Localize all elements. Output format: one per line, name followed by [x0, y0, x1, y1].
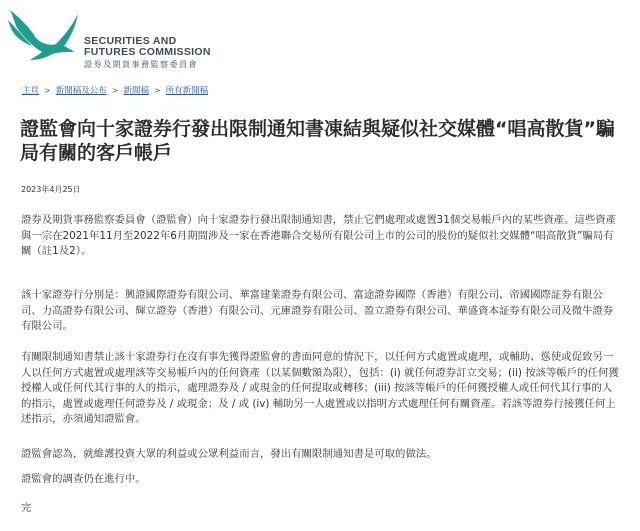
breadcrumb: [22, 84, 208, 96]
eagle-logo-icon: [6, 6, 86, 66]
article-paragraph: 該十家證券行分別是：興證國際證券有限公司、華富建業證券有限公司、富途證券國際（香港）有限公司、帝國國際証券有限公司、力高證券有限公司、輝立證券（香港）有限公司、元庫證券有限公司、盈立證券有限公司、華盛資本証券有限公司及微牛證券有限公司。: [21, 289, 614, 333]
breadcrumb-separator: >: [44, 85, 51, 95]
article-paragraph: 證券及期貨事務監察委員會（證監會）向十家證券行發出限制通知書，禁止它們處理或處置31個交易帳戶內的某些資產。這些資產與一宗在2021年11月至2022年6月期間涉及一家在香港聯合交易所有限公司上市的公司的股份的疑似社交媒體“唱高散貨”騙局有關（註1及2）。: [21, 214, 617, 258]
logo-title-line1: SECURITIES AND: [84, 35, 177, 47]
breadcrumb-all-press-releases[interactable]: 所有新聞稿: [165, 86, 209, 96]
breadcrumb-separator: >: [153, 85, 161, 95]
sfc-logo[interactable]: [6, 6, 246, 68]
breadcrumb-separator: >: [111, 85, 119, 95]
breadcrumb-home[interactable]: 主頁: [22, 86, 40, 96]
breadcrumb-news-and-announcements[interactable]: 新聞稿及公布: [55, 86, 107, 96]
article-paragraph: 證監會認為，就維護投資大眾的利益或公眾利益而言，發出有關限制通知書是可取的做法。: [21, 448, 437, 460]
article-paragraph: 有關限制通知書禁止該十家證券行在沒有事先獲得證監會的書面同意的情況下，以任何方式處置或處理，或輔助、慫使或促致另一人以任何方式處置或處理該等交易帳戶內的任何資產（以某個數額為限），包括：(i) 就任何證券訂立交易；(ii) 按該等帳戶的任何獲授權人或任何代其行事的人的指示，處理證券及 / 或現金的任何提取或轉移；(iii) 按該等帳戶的任何獲授權人或任何代其行事的人的指示，處置或處理任何證券及 / 或現金；及 / 或 (iv) 輔助另一人處置或以指明方式處理任何有關資產。若該等證券行接獲任何上述指示，亦須通知證監會。: [21, 351, 619, 426]
logo-title-line2: FUTURES COMMISSION: [84, 46, 211, 58]
breadcrumb-press-releases[interactable]: 新聞稿: [123, 86, 149, 96]
logo-title-chinese: 證券及期貨事務監察委員會: [84, 60, 198, 69]
page-title: 證監會向十家證券行發出限制通知書凍結與疑似社交媒體“唱高散貨”騙局有關的客戶帳戶: [20, 118, 615, 164]
publish-date: 2023年4月25日: [21, 185, 81, 194]
article-paragraph: 證監會的調查仍在進行中。: [21, 473, 146, 485]
article-end-marker: 完: [21, 502, 32, 514]
